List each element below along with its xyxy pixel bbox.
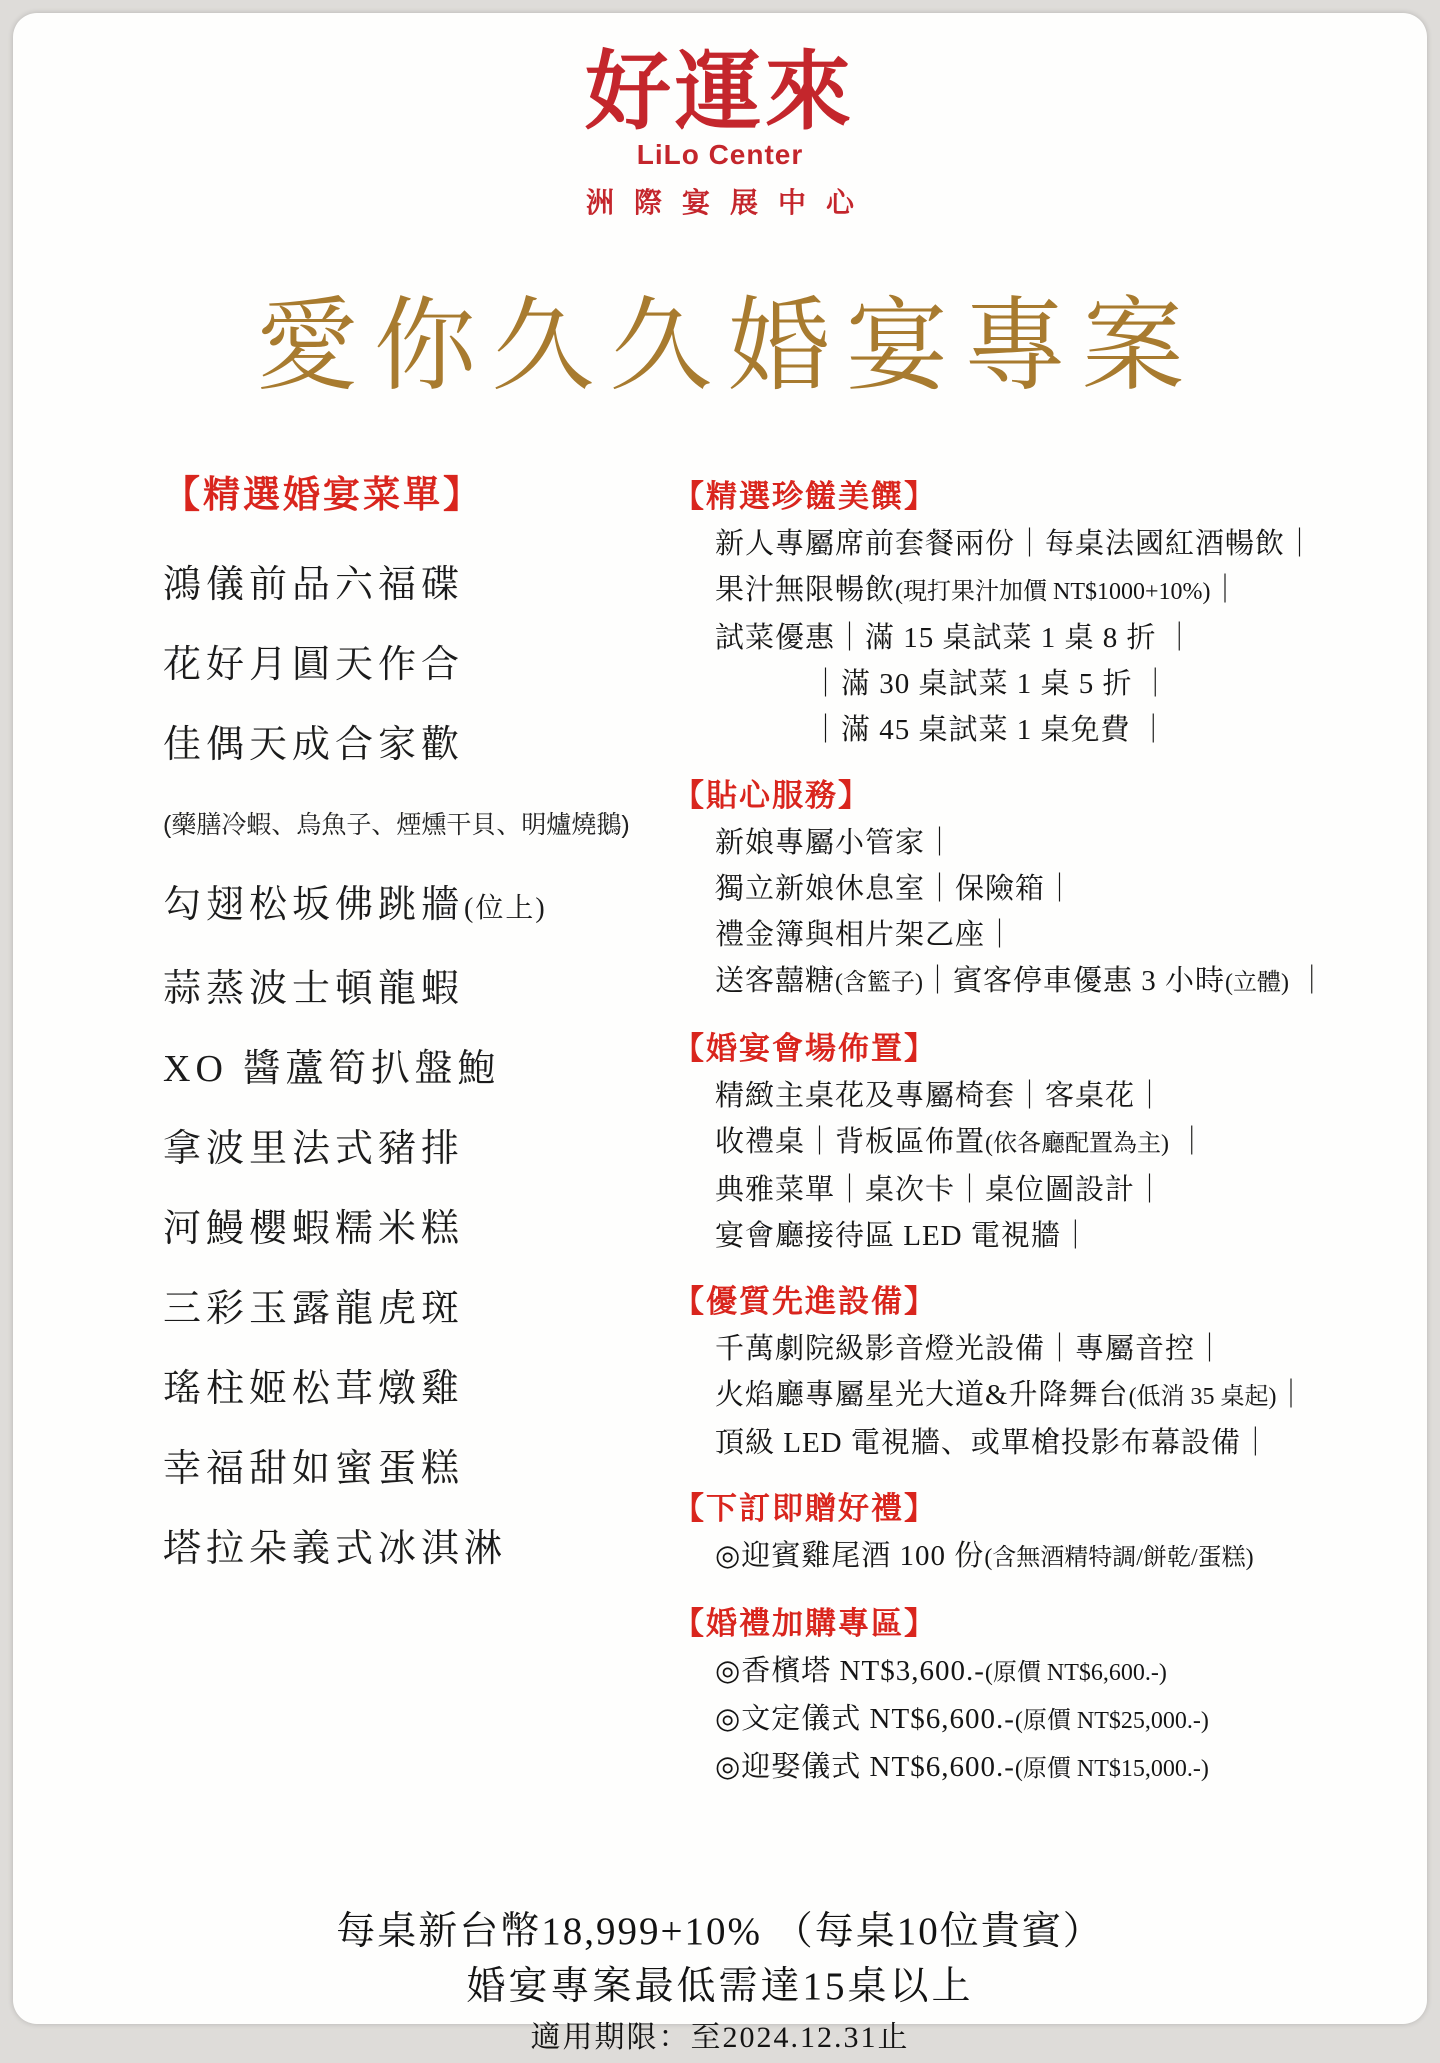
text-segment: (立體)	[1225, 970, 1289, 997]
section-line	[673, 866, 1391, 912]
text-segment: 蒜蒸波士頓龍蝦	[163, 968, 465, 1011]
text-segment: 禮金簿與相片架乙座｜	[715, 919, 1016, 952]
section-line	[673, 1213, 1391, 1259]
footer-validity-line: 適用期限：至2024.12.31止	[530, 2021, 910, 2055]
text-segment: 瑤柱姬松茸燉雞	[163, 1368, 465, 1411]
text-segment: (依各廳配置為主)	[985, 1131, 1169, 1158]
section-header: 【貼心服務】	[673, 778, 871, 814]
section-header: 【精選珍饈美饌】	[673, 479, 937, 515]
section-line	[673, 1073, 1391, 1119]
menu-item-list	[163, 545, 633, 1589]
menu-item	[163, 545, 633, 625]
content-columns	[13, 473, 1427, 1811]
text-segment: (原價 NT$15,000.-)	[1014, 1756, 1209, 1783]
text-segment: (現打果汁加價 NT$1000+10%)	[895, 579, 1211, 606]
brand-logo-text: 好運來	[585, 44, 855, 140]
text-segment: (藥膳冷蝦、烏魚子、煙燻干貝、明爐燒鵝)	[163, 811, 630, 840]
section-line	[673, 615, 1391, 661]
section-line	[673, 1648, 1391, 1696]
text-segment: (原價 NT$25,000.-)	[1014, 1708, 1209, 1735]
text-segment: (含無酒精特調/餅乾/蛋糕)	[984, 1545, 1254, 1572]
detail-section	[673, 473, 1391, 753]
text-segment: 新人專屬席前套餐兩份｜每桌法國紅酒暢飲｜	[715, 528, 1316, 561]
text-segment: ◎文定儀式 NT$6,600.-	[715, 1703, 1015, 1736]
text-segment: 試菜優惠｜滿 15 桌試菜 1 桌 8 折 ｜	[715, 622, 1195, 655]
text-segment: 頂級 LED 電視牆、或單槍投影布幕設備｜	[715, 1427, 1271, 1460]
menu-item	[163, 1109, 633, 1189]
section-line	[673, 1167, 1391, 1213]
menu-item	[163, 1029, 633, 1109]
text-segment: 果汁無限暢飲	[715, 574, 896, 607]
text-segment: (原價 NT$6,600.-)	[984, 1660, 1167, 1687]
section-line	[673, 661, 1391, 707]
text-segment: 花好月圓天作合	[163, 644, 465, 687]
text-segment: 獨立新娘休息室｜保險箱｜	[715, 873, 1076, 906]
section-header: 【優質先進設備】	[673, 1284, 937, 1320]
text-segment: (位上)	[464, 893, 547, 925]
text-segment: 精緻主桌花及專屬椅套｜客桌花｜	[715, 1080, 1166, 1113]
footer-price-line: 每桌新台幣18,999+10% （每桌10位貴賓）	[336, 1910, 1104, 1954]
text-segment: (含籃子)	[835, 970, 923, 997]
brand-logo-english: LiLo Center	[636, 139, 804, 171]
text-segment: 典雅菜單｜桌次卡｜桌位圖設計｜	[715, 1174, 1166, 1207]
section-line	[673, 567, 1391, 615]
text-segment: ｜賓客停車優惠 3 小時	[923, 965, 1226, 998]
text-segment: ◎香檳塔 NT$3,600.-	[715, 1655, 985, 1688]
detail-section	[673, 1600, 1391, 1792]
menu-item	[163, 949, 633, 1029]
section-line	[673, 958, 1391, 1006]
text-segment: 勾翅松坂佛跳牆	[163, 884, 465, 927]
section-line	[673, 912, 1391, 958]
brand-header	[13, 13, 1427, 221]
text-segment: 塔拉朵義式冰淇淋	[163, 1528, 508, 1571]
text-segment: 千萬劇院級影音燈光設備｜專屬音控｜	[715, 1333, 1226, 1366]
section-line	[673, 1533, 1391, 1581]
detail-sections	[673, 473, 1391, 1792]
text-segment: ◎迎賓雞尾酒 100 份	[715, 1540, 985, 1573]
menu-item	[163, 1509, 633, 1589]
section-line	[673, 1744, 1391, 1792]
text-segment: 幸福甜如蜜蛋糕	[163, 1448, 465, 1491]
detail-section	[673, 1025, 1391, 1259]
text-segment: 佳偶天成合家歡	[163, 724, 465, 767]
menu-item	[163, 865, 633, 949]
detail-section	[673, 772, 1391, 1006]
section-line	[673, 820, 1391, 866]
text-segment: 送客囍糖	[715, 965, 836, 998]
detail-column	[633, 473, 1391, 1811]
text-segment: (低消 35 桌起)	[1128, 1384, 1277, 1411]
text-segment: ◎迎娶儀式 NT$6,600.-	[715, 1751, 1015, 1784]
menu-column-header: 【精選婚宴菜單】	[163, 475, 483, 517]
text-segment: ｜	[1169, 1126, 1208, 1159]
menu-column	[163, 473, 633, 1811]
text-segment: 火焰廳專屬星光大道&升降舞台	[715, 1379, 1129, 1412]
section-header: 【婚宴會場佈置】	[673, 1031, 937, 1067]
text-segment: 河鰻櫻蝦糯米糕	[163, 1208, 465, 1251]
text-segment: 三彩玉露龍虎斑	[163, 1288, 465, 1331]
text-segment: ｜	[1289, 965, 1328, 998]
text-segment: ｜滿 45 桌試菜 1 桌免費 ｜	[811, 714, 1169, 747]
text-segment: ｜滿 30 桌試菜 1 桌 5 折 ｜	[811, 668, 1171, 701]
section-line	[673, 1119, 1391, 1167]
menu-item-note	[163, 785, 633, 865]
text-segment: 收禮桌｜背板區佈置	[715, 1126, 986, 1159]
menu-item	[163, 1269, 633, 1349]
footer-minimum-line: 婚宴專案最低需達15桌以上	[466, 1965, 974, 2009]
section-line	[673, 1326, 1391, 1372]
menu-item	[163, 705, 633, 785]
page-title: 愛你久久婚宴專案	[256, 291, 1200, 405]
detail-section	[673, 1278, 1391, 1466]
text-segment: 拿波里法式豬排	[163, 1128, 465, 1171]
footer	[13, 1903, 1427, 2063]
text-segment: 新娘專屬小管家｜	[715, 827, 956, 860]
text-segment: 宴會廳接待區 LED 電視牆｜	[715, 1220, 1091, 1253]
menu-item	[163, 1189, 633, 1269]
section-header: 【婚禮加購專區】	[673, 1606, 937, 1642]
section-line	[673, 521, 1391, 567]
menu-item	[163, 1349, 633, 1429]
text-segment: 鴻儀前品六福碟	[163, 564, 465, 607]
section-line	[673, 1420, 1391, 1466]
text-segment: ｜	[1210, 574, 1241, 607]
section-line	[673, 707, 1391, 753]
menu-page	[13, 13, 1427, 2055]
section-line	[673, 1372, 1391, 1420]
section-line	[673, 1696, 1391, 1744]
menu-item	[163, 625, 633, 705]
text-segment: XO 醬蘆筍扒盤鮑	[163, 1048, 501, 1091]
section-header: 【下訂即贈好禮】	[673, 1491, 937, 1527]
text-segment: ｜	[1276, 1379, 1307, 1412]
detail-section	[673, 1485, 1391, 1581]
menu-item	[163, 1429, 633, 1509]
brand-logo-subtitle: 洲際宴展中心	[585, 188, 874, 220]
